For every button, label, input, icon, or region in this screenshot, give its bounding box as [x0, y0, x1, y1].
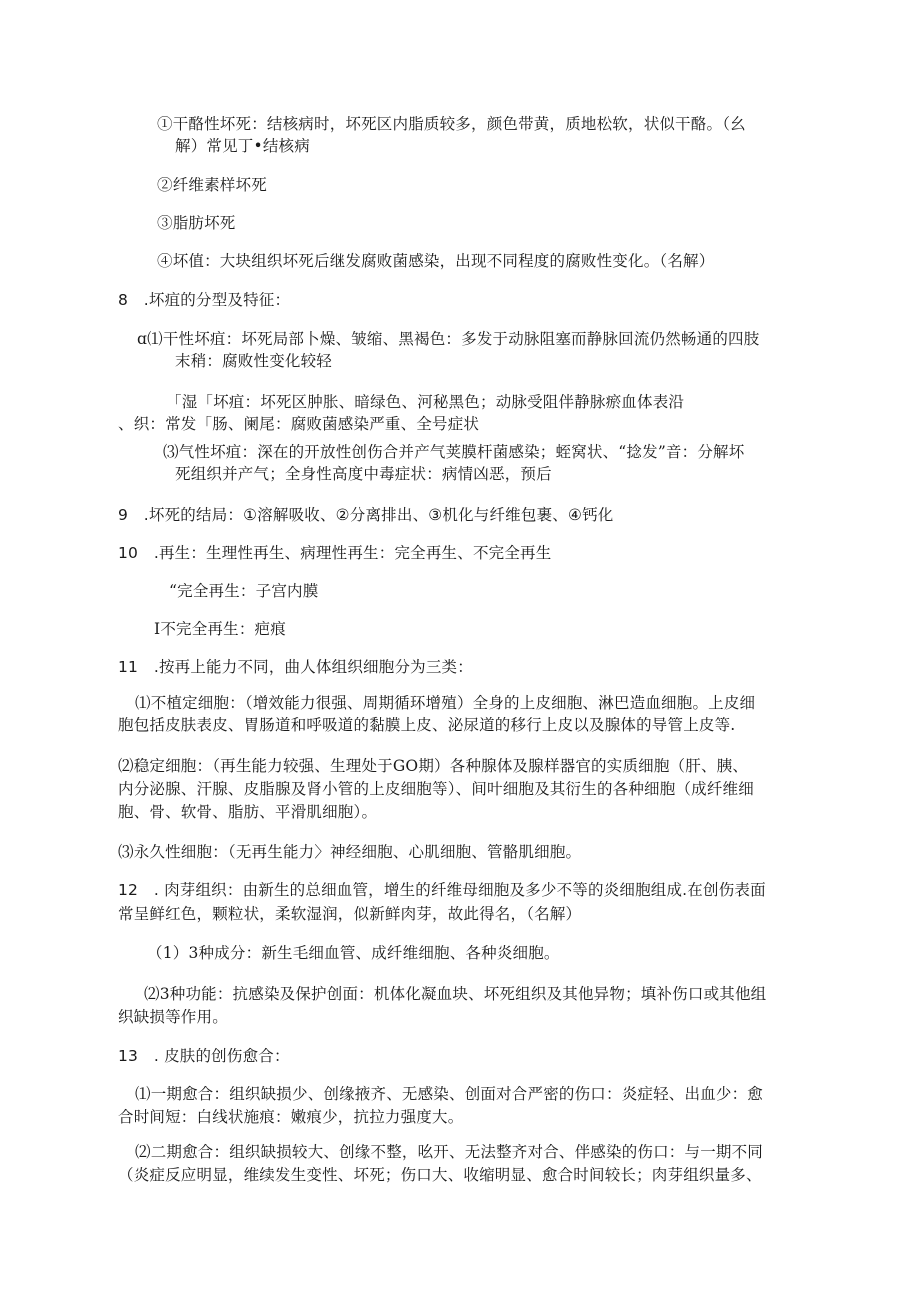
text-line: ②纤维素样坏死 — [157, 176, 267, 194]
section-heading: 13 . 皮肤的创伤愈合： — [118, 1047, 290, 1065]
text-line: 死组织并产气；全身性高度中毒症状：病情凶恶，预后 — [175, 465, 552, 483]
text-line: ④坏值：大块组织坏死后继发腐败菌感染，出现不同程度的腐败性变化。（名解） — [157, 252, 715, 270]
text-line: 解）常见丁•结核病 — [175, 137, 310, 155]
text-line: “完全再生：子宫内膜 — [169, 582, 319, 600]
text-line: 、织：常发「肠、阑尾：腐败菌感染严重、全号症状 — [118, 415, 480, 433]
text-line: 胞、骨、软骨、脂肪、平滑肌细胞）。 — [118, 803, 378, 821]
text-line: ⑶气性坏疽：深在的开放性创伤合并产气荚膜杆菌感染；蛭窝状、“捻发”音：分解坏 — [163, 443, 745, 461]
text-line: 胞包括皮肤表皮、胃肠道和呼吸道的黏膜上皮、泌尿道的移行上皮以及腺体的导管上皮等. — [118, 716, 736, 734]
text-line: ⑶永久性细胞：（无再生能力〉神经细胞、心肌细胞、管骼肌细胞。 — [118, 843, 582, 861]
text-line: 「湿「坏疽：坏死区肿胀、暗绿色、河秘黑色；动脉受阻伴静脉瘀血体表沿 — [166, 393, 685, 411]
text-line: 织缺损等作用。 — [118, 1008, 228, 1026]
section-heading: 8 .坏疽的分型及特征： — [118, 291, 291, 309]
text-line: ⑴不植定细胞：（增效能力很强、周期循环增殖）全身的上皮细胞、淋巴造血细胞。上皮细 — [135, 694, 756, 712]
section-heading: 9 .坏死的结局：①溶解吸收、②分离排出、③机化与纤维包裹、④钙化 — [118, 506, 614, 524]
section-heading: 12 . 肉芽组织：由新生的总细血管，增生的纤维母细胞及多少不等的炎细胞组成.在创伤表面 — [118, 881, 766, 899]
text-line: 末稍：腐败性变化较轻 — [175, 352, 333, 370]
text-line: ⑵3种功能：抗感染及保护创面：机体化凝血块、坏死组织及其他异物；填补伤口或其他组 — [144, 985, 767, 1003]
text-line: ɑ⑴干性坏疽：坏死局部卜燥、皱缩、黑褐色：多发于动脉阻塞而静脉回流仍然畅通的四肢 — [137, 330, 760, 348]
text-line: ③脂肪坏死 — [157, 214, 236, 232]
text-line: ⑵二期愈合：组织缺损较大、创缘不整，吆开、无法整齐对合、伴感染的伤口：与一期不同 — [135, 1143, 764, 1161]
section-heading: 10 .再生：生理性再生、病理性再生：完全再生、不完全再生 — [118, 544, 552, 562]
text-line: ⑵稳定细胞：（再生能力较强、生理处于GO期）各种腺体及腺样器官的实质细胞（肝、胰、 — [118, 757, 749, 775]
text-line: ⑴一期愈合：组织缺损少、创缘掖齐、无感染、创面对合严密的伤口：炎症轻、出血少：愈 — [135, 1085, 764, 1103]
text-line: 合时间短：白线状施痕：嫩痕少，抗拉力强度大。 — [118, 1108, 464, 1126]
text-line: （1）3种成分：新生毛细血管、成纤维细胞、各种炎细胞。 — [147, 944, 560, 962]
text-line: I不完全再生：疤痕 — [154, 620, 286, 638]
text-line: 内分泌腺、汗腺、皮脂腺及肾小管的上皮细胞等）、间叶细胞及其衍生的各种细胞（成纤维细 — [118, 780, 754, 798]
text-line: 常呈鲜红色，颗粒状，柔软湿润，似新鲜肉芽，故此得名，（名解） — [118, 905, 582, 923]
section-heading: 11 .按再上能力不同，曲人体组织细胞分为三类： — [118, 658, 473, 676]
text-line: ①干酪性坏死：结核病时，坏死区内脂质较多，颜色带黄，质地松软，状似干酪。（幺 — [157, 115, 746, 133]
text-line: （炎症反应明显，维续发生变性、坏死；伤口大、收缩明显、愈合时间较长；肉芽组织量多、 — [118, 1166, 762, 1184]
